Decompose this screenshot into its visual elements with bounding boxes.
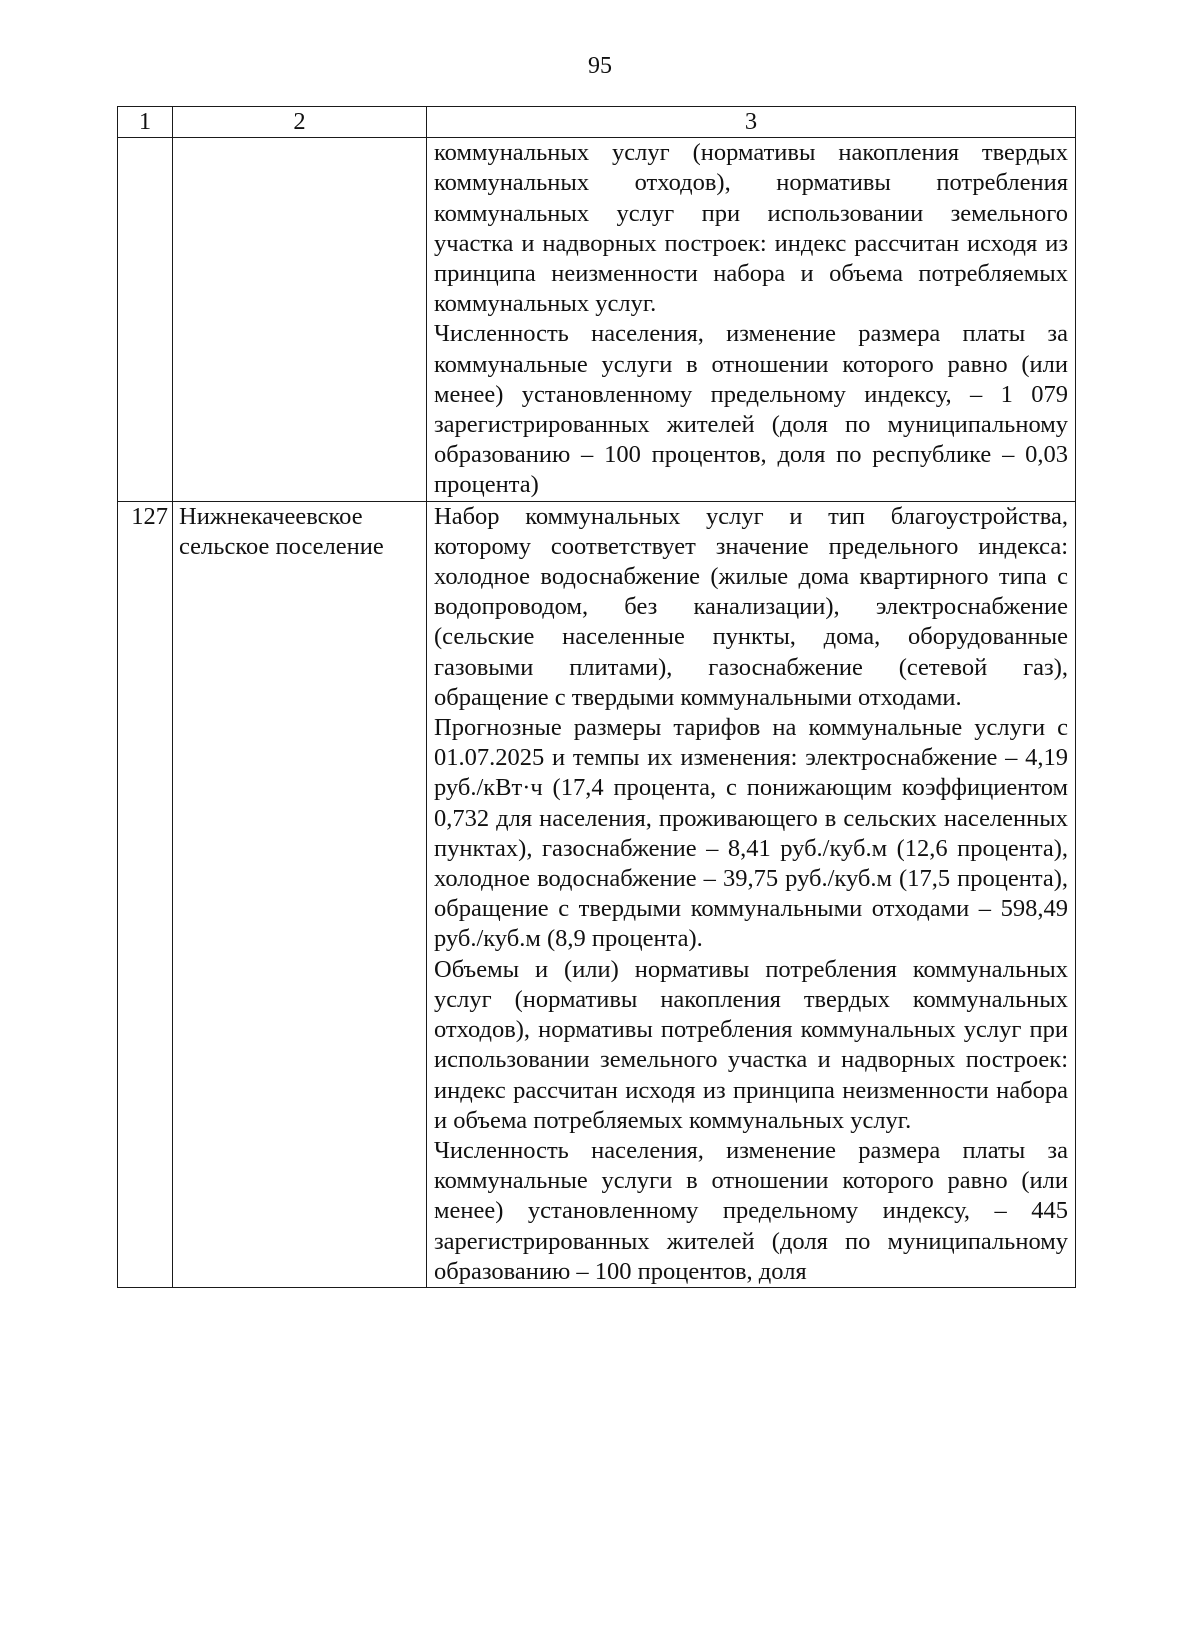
column-header-municipality: 2: [173, 107, 427, 138]
table-row: [118, 138, 1076, 501]
table-header-row: [118, 107, 1076, 138]
description-paragraph: Набор коммунальных услуг и тип благоустройства, которому соответствует значение предельного индекса: холодное водоснабжение (жилые дома квартирного типа с водопроводом, без канализации), электроснабжение (сельские населенные пункты, дома, оборудованные газовыми плитами), газоснабжение (сетевой газ), обращение с твердыми коммунальными отходами.: [434, 502, 1068, 711]
municipality-name-line: Нижнекачеевское: [179, 502, 363, 530]
page-number: 95: [588, 53, 612, 79]
description-paragraph: коммунальных услуг (нормативы накопления твердых коммунальных отходов), нормативы потребления коммунальных услуг при использовании земельного участка и надворных построек: индекс рассчитан исходя из принципа неизменности набора и объема потребляемых коммунальных услуг.: [434, 139, 1068, 318]
description-paragraph: Численность населения, изменение размера платы за коммунальные услуги в отношении которого равно (или менее) установленному предельному индексу, – 445 зарегистрированных жителей (доля по муниципальному образованию – 100 процентов, доля: [434, 1136, 1068, 1285]
description-cell: [427, 501, 1076, 1287]
municipality-name-line: сельское поселение: [179, 532, 384, 560]
description-paragraph: Численность населения, изменение размера платы за коммунальные услуги в отношении которого равно (или менее) установленному предельному индексу, – 1 079 зарегистрированных жителей (доля по муниципальному образованию – 100 процентов, доля по республике – 0,03 процента): [434, 320, 1068, 499]
municipality-name: [173, 138, 427, 501]
description-paragraph: Объемы и (или) нормативы потребления коммунальных услуг (нормативы накопления твердых коммунальных отходов), нормативы потребления коммунальных услуг при использовании земельного участка и надворных построек: индекс рассчитан исходя из принципа неизменности набора и объема потребляемых коммунальных услуг.: [434, 955, 1068, 1134]
column-header-number: 1: [118, 107, 173, 138]
municipality-name: [173, 501, 427, 1287]
description-cell: [427, 138, 1076, 501]
table-row: [118, 501, 1076, 1287]
description-paragraph: Прогнозные размеры тарифов на коммунальные услуги с 01.07.2025 и темпы их изменения: электроснабжение – 4,19 руб./кВт·ч (17,4 процента, с понижающим коэффициентом 0,732 для населения, проживающего в сельских населенных пунктах), газоснабжение – 8,41 руб./куб.м (12,6 процента), холодное водоснабжение – 39,75 руб./куб.м (17,5 процента), обращение с твердыми коммунальными отходами – 598,49 руб./куб.м (8,9 процента).: [434, 714, 1068, 953]
row-number: [118, 138, 173, 501]
column-header-description: 3: [427, 107, 1076, 138]
municipal-index-table: [117, 106, 1076, 1288]
row-number: 127: [118, 501, 173, 1287]
